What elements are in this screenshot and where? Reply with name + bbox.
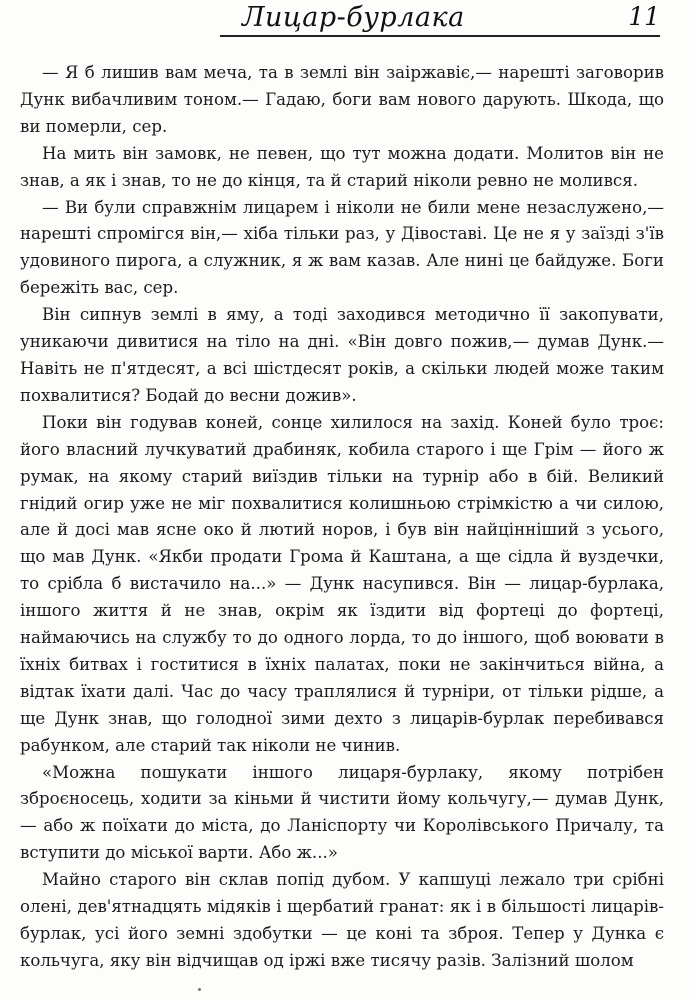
paragraph: Майно старого він склав попід дубом. У капшуці лежало три срібні олені, дев'ятнадцять мідяків і щербатий гранат: як і в більшості лицарів-бурлак, усі його земні здобутки — це коні та зброя. Тепер у Дунка є кольчуга, яку він відчищав од іржі вже тисячу разів. Залізний шолом [20, 870, 664, 970]
header-rule [220, 35, 660, 37]
paragraph: — Я б лишив вам меча, та в землі він заіржавіє,— нарешті заговорив Дунк вибачливим тоном.— Гадаю, боги вам нового дарують. Шкода, що ви померли, сер. [20, 63, 664, 136]
page-number: 11 [628, 2, 660, 31]
paragraph: «Можна пошукати іншого лицаря-бурлаку, якому потрібен зброєносець, ходити за кіньми й чистити йому кольчугу,— думав Дунк,— або ж поїхати до міста, до Ланіспорту чи Королівського Причалу, та вступити до міської варти. Або ж...» [20, 762, 664, 863]
paragraph: На мить він замовк, не певен, що тут можна додати. Молитов він не знав, а як і знав, то не до кінця, та й старий ніколи ревно не молився. [20, 143, 664, 190]
print-speck [198, 988, 201, 991]
running-title: Лицар-бурлака [242, 2, 465, 33]
paragraph: Він сипнув землі в яму, а тоді заходився методично її закопувати, уникаючи дивитися на тіло на дні. «Він довго пожив,— думав Дунк.— Навіть не п'ятдесят, а всі шістдесят років, а скільки людей може таким похвалитися? Бодай до весни дожив». [20, 305, 664, 405]
paragraph: — Ви були справжнім лицарем і ніколи не били мене незаслужено,— нарешті спромігся він,— хіба тільки раз, у Дівоставі. Це не я у заїзді з'їв удовиного пирога, а служник, я ж вам казав. Але нині це байдуже. Боги бережіть вас, сер. [20, 197, 664, 298]
paragraph: Поки він годував коней, сонце хилилося на захід. Коней було троє: його власний лучкуватий драбиняк, кобила старого і ще Грім — його ж румак, на якому старий виїздив тільки на турнір або в бій. Великий гнідий огир уже не міг похвалитися колишньою стрімкістю а чи силою, але й досі мав ясне око й лютий норов, і був він найцінніший з усього, що мав Дунк. «Якби продати Грома й Каштана, а ще сідла й вуздечки, то срібла б вистачило на...» — Дунк насупився. Він — лицар-бурлака, іншого життя й не знав, окрім як їздити від фортеці до фортеці, наймаючись на службу то до одного лорда, то до іншого, щоб воювати в їхніх битвах і гоститися в їхніх палатах, поки не закінчиться війна, а відтак їхати далі. Час до часу траплялися й турніри, от тільки рідше, а ще Дунк знав, що голодної зими дехто з лицарів-бурлак перебивався рабунком, але старий так ніколи не чинив. [20, 412, 664, 755]
body-text [20, 60, 664, 975]
running-header [220, 0, 660, 40]
